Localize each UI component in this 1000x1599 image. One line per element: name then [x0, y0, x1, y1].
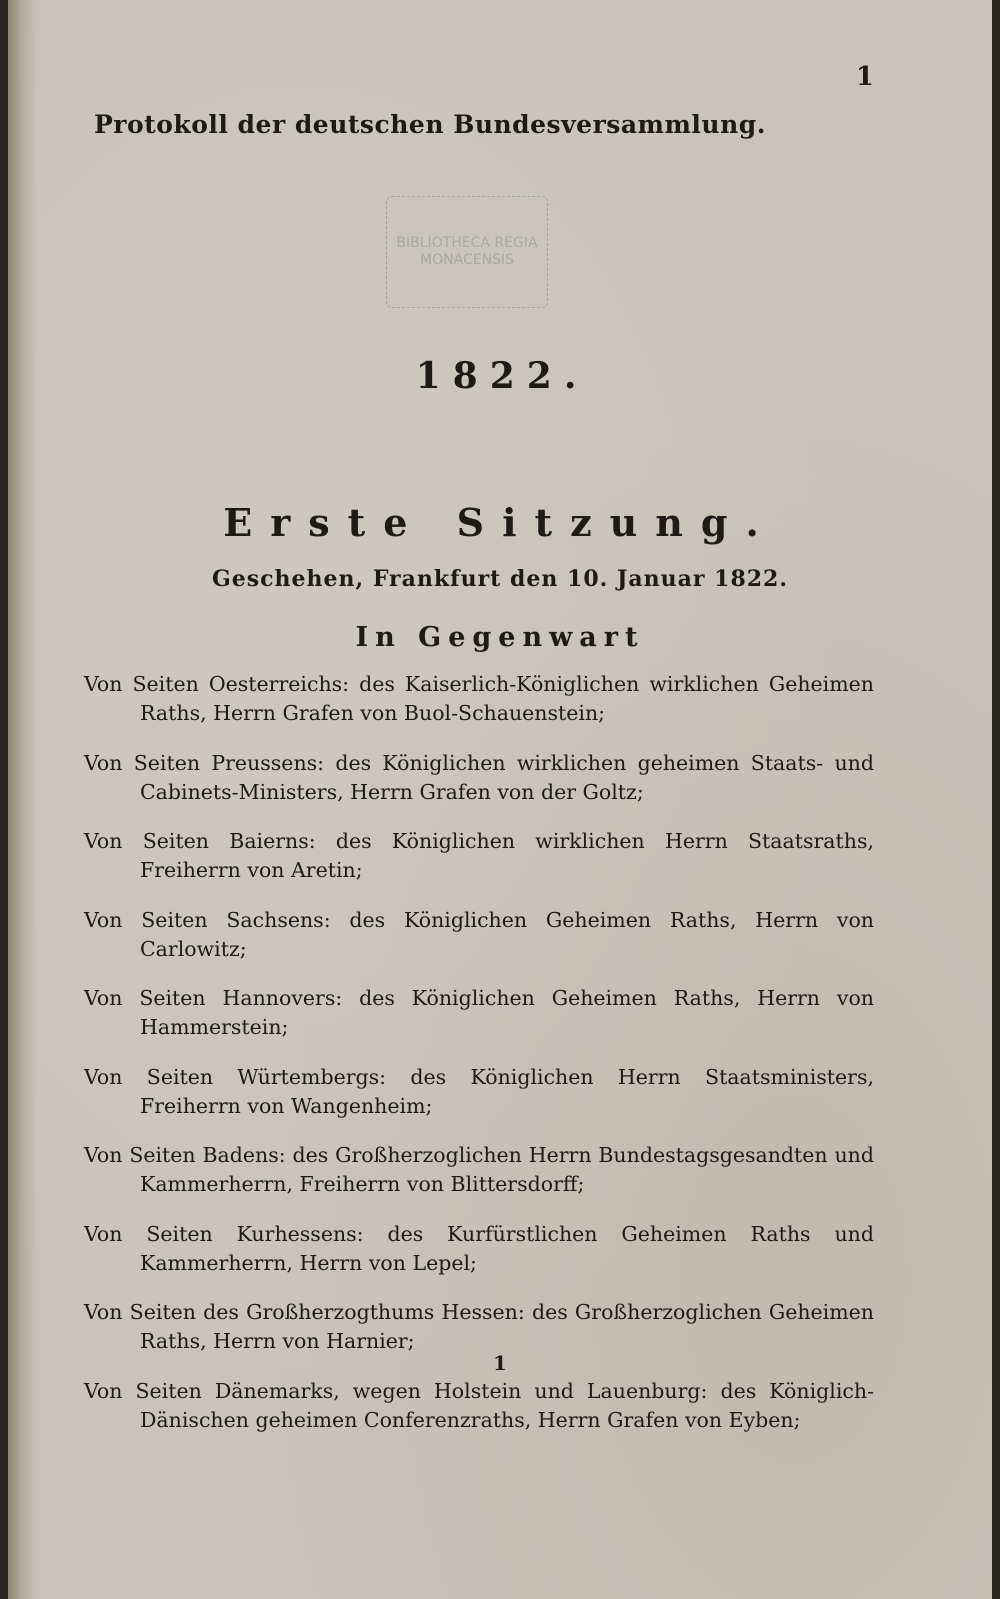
delegate-entry: Von Seiten Sachsens: des Königlichen Geheimen Raths, Herrn von Carlowitz;	[84, 907, 874, 961]
delegate-entry: Von Seiten Preussens: des Königlichen wirklichen geheimen Staats- und Cabinets-Ministers, Herrn Grafen von der Goltz;	[84, 750, 874, 804]
stamp-text: BIBLIOTHECA REGIA MONACENSIS	[396, 235, 538, 268]
presence-heading: In Gegenwart	[355, 622, 645, 653]
delegate-entry: Von Seiten Badens: des Großherzoglichen Herrn Bundestagsgesandten und Kammerherrn, Freiherrn von Blittersdorff;	[84, 1143, 874, 1196]
library-stamp	[386, 196, 548, 308]
running-head: Protokoll der deutschen Bundesversammlung.	[94, 110, 766, 139]
delegate-entry: Von Seiten Dänemarks, wegen Holstein und Lauenburg: des Königlich-Dänischen geheimen Conferenzraths, Herrn Grafen von Eyben;	[84, 1378, 874, 1432]
session-title: Erste Sitzung.	[223, 500, 777, 545]
date-line: Geschehen, Frankfurt den 10. Januar 1822.	[211, 566, 789, 592]
delegate-entry: Von Seiten des Großherzogthums Hessen: des Großherzoglichen Geheimen Raths, Herrn von Harnier;	[84, 1300, 874, 1353]
page-number: 1	[855, 62, 874, 92]
delegate-entry: Von Seiten Oesterreichs: des Kaiserlich-Königlichen wirklichen Geheimen Raths, Herrn Grafen von Buol-Schauenstein;	[84, 672, 874, 725]
delegate-entry: Von Seiten Hannovers: des Königlichen Geheimen Raths, Herrn von Hammerstein;	[84, 986, 874, 1039]
delegate-list	[84, 670, 874, 1447]
delegate-entry: Von Seiten Kurhessens: des Kurfürstlichen Geheimen Raths und Kammerherrn, Herrn von Lepel;	[84, 1221, 874, 1275]
signature-mark: 1	[493, 1351, 507, 1375]
year-heading: 1822.	[415, 355, 589, 397]
document-page	[8, 0, 992, 1599]
delegate-entry: Von Seiten Würtembergs: des Königlichen Herrn Staatsministers, Freiherrn von Wangenheim;	[84, 1064, 874, 1118]
delegate-entry: Von Seiten Baierns: des Königlichen wirklichen Herrn Staatsraths, Freiherrn von Aretin;	[84, 829, 874, 882]
